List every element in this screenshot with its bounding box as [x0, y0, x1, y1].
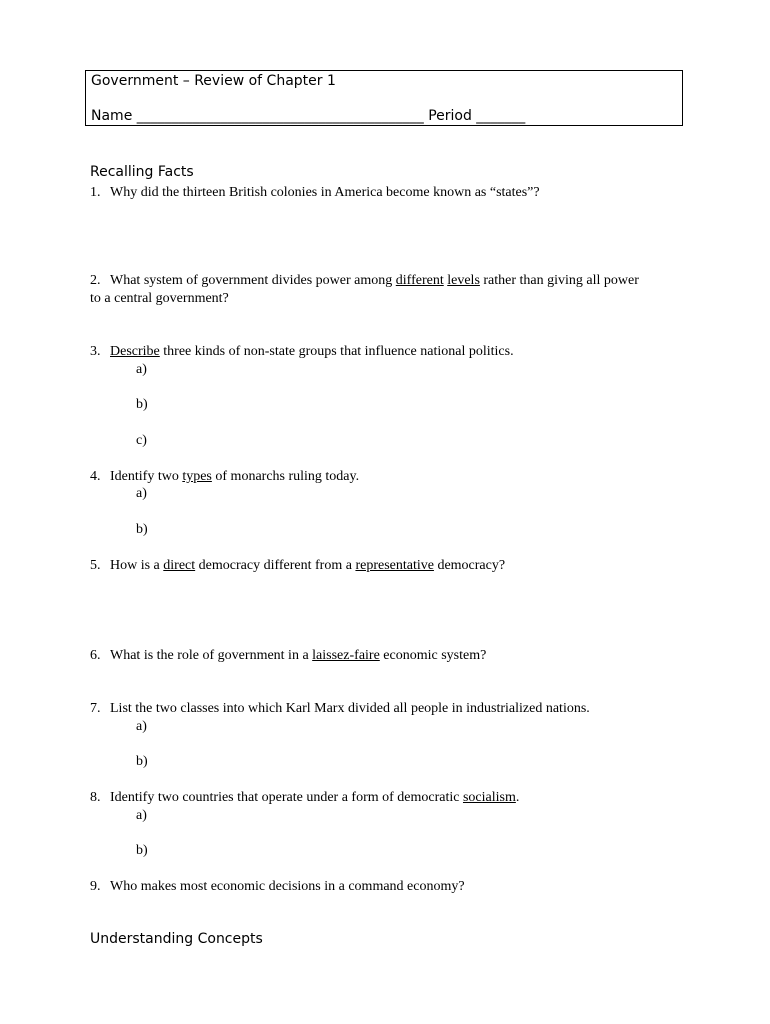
underlined-term: Describe: [110, 344, 160, 359]
underlined-term: laissez-faire: [312, 648, 380, 663]
question-9: [90, 878, 650, 896]
underlined-term: representative: [355, 558, 434, 573]
question-number: 8.: [90, 790, 101, 805]
name-period-line[interactable]: Name _________________________________________ Period _______: [91, 108, 526, 124]
answer-label-b: b): [136, 397, 148, 412]
question-text: What is the role of government in a: [110, 648, 313, 663]
question-text: three kinds of non-state groups that influence national politics.: [159, 344, 514, 359]
question-text: rather than giving all power to a central government?: [90, 273, 639, 306]
question-number: 2.: [90, 273, 101, 288]
question-number: 4.: [90, 469, 101, 484]
question-1: [90, 184, 650, 202]
question-2: [90, 272, 650, 308]
worksheet-title: Government – Review of Chapter 1: [91, 73, 336, 89]
question-number: 3.: [90, 344, 101, 359]
question-4: [90, 468, 650, 486]
question-text: of monarchs ruling today.: [211, 469, 360, 484]
question-text: economic system?: [379, 648, 487, 663]
header-box: [85, 70, 683, 126]
question-number: 1.: [90, 185, 101, 200]
question-6: [90, 647, 650, 665]
question-8: [90, 789, 650, 807]
section-heading-understanding-concepts: Understanding Concepts: [90, 931, 263, 947]
question-3: [90, 343, 650, 361]
underlined-term: levels: [447, 273, 480, 288]
question-text: List the two classes into which Karl Marx divided all people in industrialized nations.: [110, 701, 590, 716]
question-number: 5.: [90, 558, 101, 573]
answer-label-b: b): [136, 843, 148, 858]
question-number: 6.: [90, 648, 101, 663]
underlined-term: socialism: [462, 790, 516, 805]
question-number: 7.: [90, 701, 101, 716]
question-text: Why did the thirteen British colonies in America become known as “states”?: [110, 185, 540, 200]
question-text: .: [515, 790, 520, 805]
answer-label-a: a): [136, 719, 147, 734]
question-text: How is a: [110, 558, 164, 573]
question-text: Identify two: [110, 469, 183, 484]
answer-label-a: a): [136, 362, 147, 377]
answer-label-b: b): [136, 522, 148, 537]
underlined-term: types: [182, 469, 212, 484]
question-5: [90, 557, 650, 575]
answer-label-b: b): [136, 754, 148, 769]
question-text: What system of government divides power among: [110, 273, 396, 288]
answer-label-c: c): [136, 433, 147, 448]
underlined-term: different: [395, 273, 444, 288]
question-text: democracy?: [433, 558, 506, 573]
answer-label-a: a): [136, 486, 147, 501]
answer-label-a: a): [136, 808, 147, 823]
question-number: 9.: [90, 879, 101, 894]
question-text: democracy different from a: [195, 558, 356, 573]
question-text: Who makes most economic decisions in a command economy?: [110, 879, 465, 894]
question-7: [90, 700, 670, 718]
underlined-term: direct: [163, 558, 196, 573]
section-heading-recalling-facts: Recalling Facts: [90, 164, 194, 180]
question-text: Identify two countries that operate under a form of democratic: [110, 790, 463, 805]
